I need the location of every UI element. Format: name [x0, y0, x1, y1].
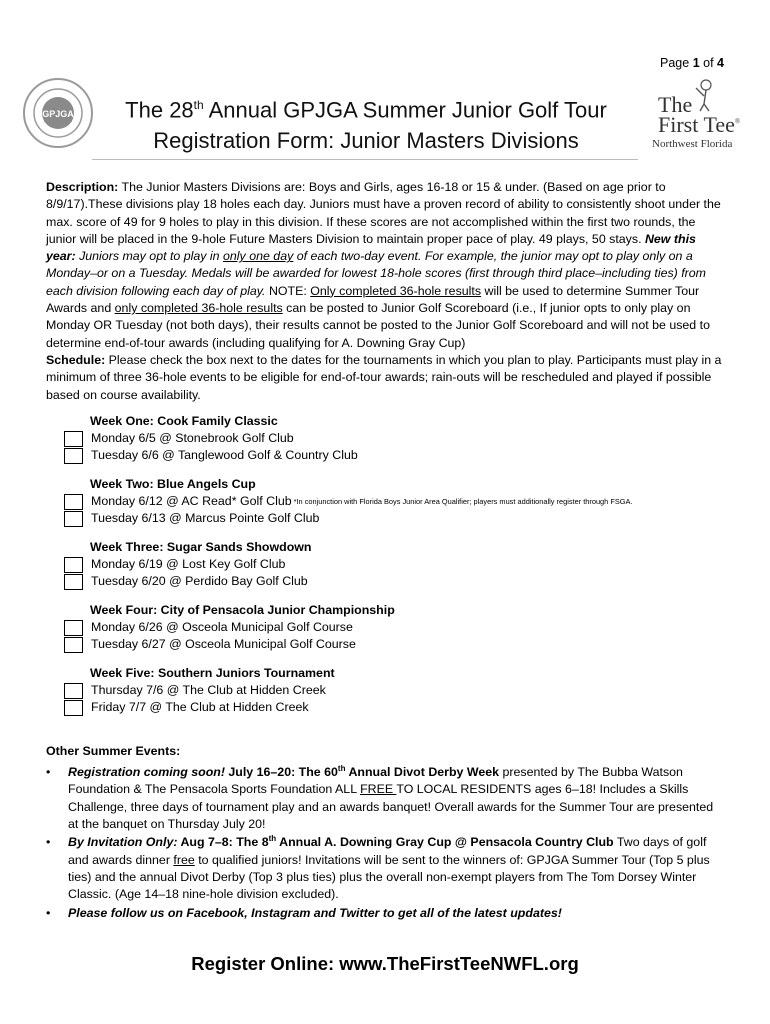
day-label: Monday 6/19 @ Lost Key Golf Club	[91, 556, 286, 571]
week-one	[64, 412, 726, 465]
page-of: of	[703, 56, 714, 70]
fsga-note: *In conjunction with Florida Boys Junior Area Qualifier; players must additionally register through FSGA.	[293, 496, 633, 506]
day-label: Tuesday 6/20 @ Perdido Bay Golf Club	[91, 574, 308, 589]
bullet: •	[46, 905, 51, 920]
day-label: Friday 7/7 @ The Club at Hidden Creek	[91, 700, 309, 715]
event-gray-cup: • By Invitation Only: Aug 7–8: The 8th Annual A. Downing Gray Cup @ Pensacola Country Club Two days of golf and awards dinner free to qualified juniors! Invitations will be sent to the winners of: GPJGA Summer Tour (Top 5 plus ties) and the annual Divot Derby (Top 3 plus ties) plus the overall non-exempt players from The Tom Dorsey Winter Classic. (Age 14–18 nine-hole division excluded).	[46, 834, 710, 902]
schedule-label: Schedule:	[46, 352, 106, 367]
day-label: Tuesday 6/27 @ Osceola Municipal Golf Course	[91, 637, 356, 652]
day-label: Monday 6/12 @ AC Read* Golf Club	[91, 493, 292, 508]
day-label: Monday 6/26 @ Osceola Municipal Golf Course	[91, 619, 353, 634]
event-divot-derby: • Registration coming soon! July 16–20: The 60th Annual Divot Derby Week presented by The Bubba Watson Foundation & The Pensacola Sports Foundation ALL FREE TO LOCAL RESIDENTS ages 6–18! Includes a Skills Challenge, three days of tournament play and an awards banquet! Overall awards for the Summer Tour are presented at the banquet on Thursday July 20!	[46, 764, 714, 832]
week-three	[64, 538, 726, 591]
day-label: Monday 6/5 @ Stonebrook Golf Club	[91, 430, 294, 445]
day-row	[64, 699, 726, 717]
day-checkbox[interactable]	[64, 431, 83, 447]
day-checkbox[interactable]	[64, 448, 83, 464]
week-two	[64, 475, 726, 528]
first-tee-the: The	[658, 92, 693, 117]
day-checkbox[interactable]	[64, 557, 83, 573]
week-title: Week One: Cook Family Classic	[90, 413, 278, 428]
other-events-list	[46, 764, 726, 922]
other-events-heading: Other Summer Events:	[46, 743, 181, 758]
day-row	[64, 493, 726, 511]
day-row	[64, 619, 726, 637]
day-label: Tuesday 6/6 @ Tanglewood Golf & Country Club	[91, 448, 358, 463]
form-title	[96, 90, 636, 156]
day-row	[64, 682, 726, 700]
week-title: Week Five: Southern Juniors Tournament	[90, 665, 335, 680]
form-body	[46, 179, 726, 923]
golfer-icon	[692, 78, 718, 112]
first-tee-name: First Tee®	[658, 112, 741, 137]
week-list	[64, 412, 726, 717]
title-divider	[92, 159, 638, 160]
week-five	[64, 664, 726, 717]
event-social-media: • Please follow us on Facebook, Instagram and Twitter to get all of the latest updates!	[46, 905, 726, 922]
title-line-2: Registration Form: Junior Masters Divisions	[153, 128, 579, 154]
day-row	[64, 510, 726, 528]
description-paragraph: Description: The Junior Masters Divisions are: Boys and Girls, ages 16-18 or 15 & under. (Based on age prior to 8/9/17).These divisions play 18 holes each day. Juniors must have a proven record of ability to consistently shoot under the max. score of 49 for 9 holes to play in this division. If these scores are not accomplished within the first two rounds, the junior will be placed in the 9-hole Future Masters Division to maintain proper pace of play. 49 plays, 50 stays. New this year: Juniors may opt to play in only one day of each two-day event. For example, the junior may opt to play only on a Monday–or on a Tuesday. Medals will be awarded for lowest 18-hole scores (first through third place–including ties) from each division following each day of play. NOTE: Only completed 36-hole results will be used to determine Summer Tour Awards and only completed 36-hole results can be posted to Junior Golf Scoreboard (i.e., If junior opts to only play on Monday OR Tuesday (not both days), their results cannot be posted to the Junior Golf Scoreboard and will not be used to determine end-of-tour awards (including qualifying for A. Downing Gray Cup)	[46, 180, 721, 350]
day-checkbox[interactable]	[64, 574, 83, 590]
day-row	[64, 556, 726, 574]
week-title: Week Four: City of Pensacola Junior Championship	[90, 602, 395, 617]
day-row	[64, 636, 726, 654]
week-title: Week Two: Blue Angels Cup	[90, 476, 256, 491]
bullet: •	[46, 835, 51, 850]
new-this-year-label: New this year:	[46, 231, 696, 264]
gpjga-seal-logo	[22, 77, 94, 149]
day-label: Tuesday 6/13 @ Marcus Pointe Golf Club	[91, 511, 320, 526]
day-checkbox[interactable]	[64, 700, 83, 716]
day-row	[64, 447, 726, 465]
register-online-link[interactable]: Register Online: www.TheFirstTeeNWFL.org	[191, 953, 579, 974]
first-tee-region: Northwest Florida	[652, 138, 733, 150]
description-label: Description:	[46, 180, 119, 194]
day-row	[64, 573, 726, 591]
svg-text:GPJGA: GPJGA	[42, 109, 74, 119]
week-four	[64, 601, 726, 654]
page-number	[660, 56, 724, 70]
day-label: Thursday 7/6 @ The Club at Hidden Creek	[91, 682, 326, 697]
day-checkbox[interactable]	[64, 511, 83, 527]
week-title: Week Three: Sugar Sands Showdown	[90, 539, 312, 554]
page-current: 1	[692, 56, 700, 70]
first-tee-logo	[640, 78, 752, 156]
page-total: 4	[717, 56, 724, 70]
bullet: •	[46, 765, 51, 780]
day-checkbox[interactable]	[64, 620, 83, 636]
day-row	[64, 430, 726, 448]
schedule-paragraph: Schedule: Please check the box next to the dates for the tournaments in which you plan to play. Participants must play in a minimum of three 36-hole events to be eligible for end-of-tour awards; rain-outs will be rescheduled and played if possible based on course availability.	[46, 352, 722, 402]
title-line-1: The 28th Annual GPJGA Summer Junior Golf Tour	[125, 97, 607, 123]
day-checkbox[interactable]	[64, 683, 83, 699]
page-label: Page	[660, 56, 690, 70]
day-checkbox[interactable]	[64, 494, 83, 510]
day-checkbox[interactable]	[64, 637, 83, 653]
